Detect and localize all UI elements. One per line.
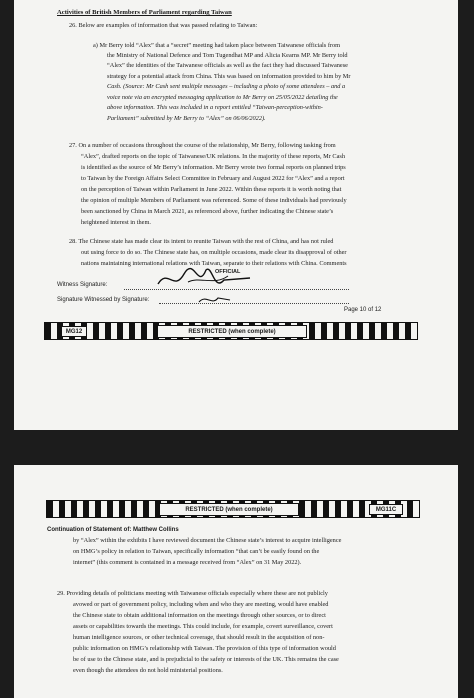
p27-line: been sanctioned by China in March 2021, as referenced above, further indicating the Chinese state’s [81,208,334,215]
p27-line: 27. On a number of occasions throughout the course of the relationship, Mr Berry, following tasking from [69,142,336,149]
p29-line: human intelligence sources, or other technical coverage, that should result in the acquisition of non- [73,634,325,641]
cont-line: by “Alex” within the exhibits I have reviewed document the Chinese state’s interest to acquire intelligence [73,537,342,544]
p26a-line: the Ministry of National Defence and Tom Tugendhat MP and Alicia Kearns MP. Mr Berry told [107,52,348,59]
p29-line: assets or capabilities towards the meetings. This could include, for example, covert surveillance, covert [73,623,333,630]
p26a-line: voice note via an encrypted messaging application to Mr Berry on 25/05/2022 detailing the [107,94,338,101]
cont-line: on HMG’s policy in relation to Taiwan, specifically information “that can’t be easily found on the [73,548,320,555]
p27-line: heightened interest in them. [81,219,151,226]
p28-line: out using force to do so. The Chinese state has, on multiple occasions, made clear its disapproval of other [81,249,347,256]
continuation-label: Continuation of Statement of: Matthew Collins [47,527,179,533]
p29-line: avowed or part of government policy, including when and who they are meeting, would have enabled [73,601,329,608]
p29-line: be of use to the Chinese state, and is prejudicial to the safety or interests of the UK. This remains the case [73,656,339,663]
form-code-badge: MG11C [369,504,403,515]
official-stamp: OFFICIAL [215,269,241,275]
p29-line: public information on HMG’s relationship with Taiwan. The provision of this type of information would [73,645,336,652]
restricted-banner-header [46,500,420,518]
p29-line: 29. Providing details of politicians meeting with Taiwanese officials especially where these are not publicly [57,590,328,597]
form-code-badge: MG12 [61,326,87,337]
statement-page-10 [14,0,458,430]
restricted-label: RESTRICTED (when complete) [157,325,307,338]
signature-witnessed-label: Signature Witnessed by Signature: [57,297,150,303]
p26a-line: a) Mr Berry told “Alex” that a “secret” meeting had taken place between Taiwanese officials from [93,42,341,49]
p28-line: nations maintaining international relations with Taiwan, separate to their relations with China. Comments [81,260,347,267]
page-number: Page 10 of 12 [344,307,382,313]
handwritten-signature [154,262,264,296]
paragraph-26-intro: 26. Below are examples of information that was passed relating to Taiwan: [69,22,258,29]
signature-witnessed-line [159,303,349,304]
p27-line: the opinion of multiple Members of Parliament was referenced. Some of these individuals had previously [81,197,347,204]
statement-page-11 [14,465,458,698]
p27-line: “Alex”, drafted reports on the topic of Taiwanese/UK relations. In the majority of these reports, Mr Cash [81,153,346,160]
p28-line: 28. The Chinese state has made clear its intent to reunite Taiwan with the rest of China, and has not ruled [69,238,334,245]
p26a-line: “Alex” the identities of the Taiwanese officials as well as the fact they had discussed Taiwanese [107,62,348,69]
p27-line: is identified as the source of Mr Berry’s information. Mr Berry wrote two formal reports on planned trips [81,164,346,171]
p29-line: the Chinese state to obtain additional information on the meetings through other sources, or to direct [73,612,326,619]
p29-line: even though the attendees do not hold ministerial positions. [73,667,223,674]
p26a-line: above information. This was included in a report entitled “Taiwan-perception-within- [107,104,323,111]
cont-line: internet” (this comment is contained in a message received from “Alex” on 31 May 2022). [73,559,302,566]
p26a-line: strategy for a potential attack from China. This was based on information provided to him by Mr [107,73,351,80]
restricted-banner-footer [44,322,418,340]
p27-line: on the perception of Taiwan within Parliament in June 2022. Within these reports it is worth noting that [81,186,342,193]
p26a-line: Cash. (Source: Mr Cash sent multiple messages – including a photo of some attendees – and a [107,83,346,90]
witness-signature-label: Witness Signature: [57,282,108,288]
p26a-line: Parliament” submitted by Mr Berry to “Alex” on 06/06/2022). [107,115,266,122]
section-heading: Activities of British Members of Parliament regarding Taiwan [57,9,232,16]
p27-line: to Taiwan by the Foreign Affairs Select Committee in February and August 2022 for “Alex” and a report [81,175,345,182]
restricted-label: RESTRICTED (when complete) [159,503,299,516]
initials-mark [196,292,236,308]
